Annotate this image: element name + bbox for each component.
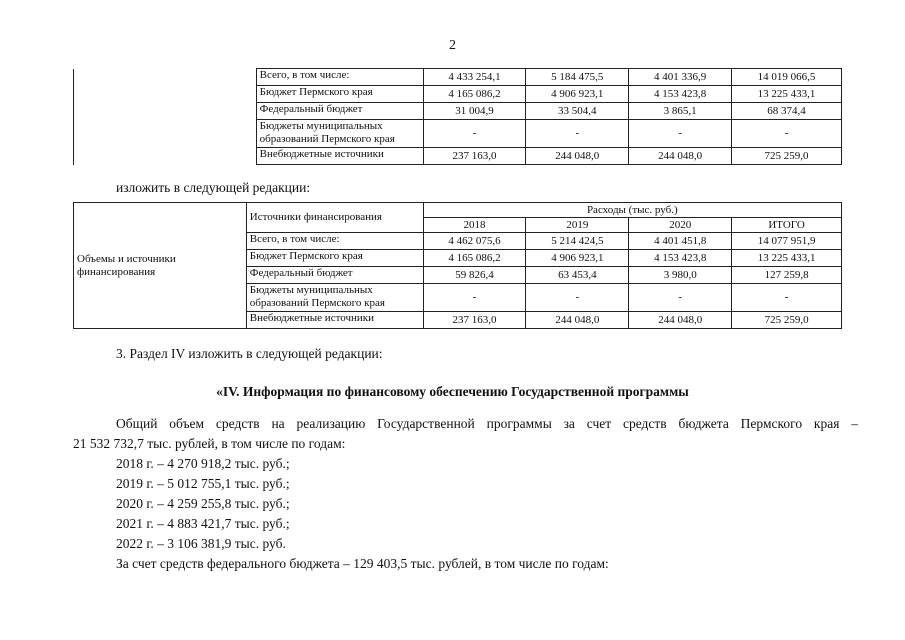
paragraph-line-2: 21 532 732,7 тыс. рублей, в том числе по годам: — [73, 436, 346, 451]
new-funding-table — [73, 202, 842, 329]
value-2018: 4 433 254,1 — [423, 69, 526, 86]
row-label: Всего, в том числе: — [256, 69, 423, 86]
value-2019: - — [526, 284, 629, 312]
value-2020: 4 401 336,9 — [629, 69, 732, 86]
row-label: Федеральный бюджет — [246, 267, 423, 284]
row-label: Бюджет Пермского края — [246, 250, 423, 267]
value-2019: 33 504,4 — [526, 103, 629, 120]
paragraph-line-1: Общий объем средств на реализацию Государственной программы за счет средств бюджета Пермского края – — [116, 416, 858, 431]
value-total: 14 077 951,9 — [732, 233, 842, 250]
row-label: Бюджет Пермского края — [256, 86, 423, 103]
row-label: Бюджеты муниципальных образований Пермского края — [246, 284, 423, 312]
value-2018: 31 004,9 — [423, 103, 526, 120]
value-2018: 4 165 086,2 — [423, 86, 526, 103]
row-label: Бюджеты муниципальных образований Пермского края — [256, 120, 423, 148]
year-line: 2020 г. – 4 259 255,8 тыс. руб.; — [116, 496, 290, 511]
row-label: Внебюджетные источники — [256, 148, 423, 165]
value-2020: 244 048,0 — [629, 148, 732, 165]
federal-line: За счет средств федерального бюджета – 129 403,5 тыс. рублей, в том числе по годам: — [116, 556, 609, 571]
value-2019: 4 906 923,1 — [526, 250, 629, 267]
previous-funding-table — [73, 68, 842, 165]
value-2020: 244 048,0 — [629, 312, 732, 329]
value-2019: 244 048,0 — [526, 312, 629, 329]
value-2019: - — [526, 120, 629, 148]
year-header: 2019 — [526, 218, 629, 233]
value-2020: - — [629, 120, 732, 148]
value-2020: 4 153 423,8 — [629, 250, 732, 267]
value-2018: 237 163,0 — [423, 148, 526, 165]
sources-header: Источники финансирования — [246, 203, 423, 233]
value-2018: - — [423, 120, 526, 148]
value-2019: 244 048,0 — [526, 148, 629, 165]
value-2020: - — [629, 284, 732, 312]
row-label: Внебюджетные источники — [246, 312, 423, 329]
value-2020: 4 401 451,8 — [629, 233, 732, 250]
year-line: 2019 г. – 5 012 755,1 тыс. руб.; — [116, 476, 290, 491]
value-2018: 237 163,0 — [423, 312, 526, 329]
value-total: 725 259,0 — [732, 148, 842, 165]
empty-cell — [74, 69, 257, 165]
value-2020: 3 980,0 — [629, 267, 732, 284]
value-2020: 3 865,1 — [629, 103, 732, 120]
year-header: 2018 — [423, 218, 526, 233]
value-total: - — [732, 284, 842, 312]
intro-text: изложить в следующей редакции: — [116, 180, 311, 195]
value-total: 13 225 433,1 — [732, 86, 842, 103]
value-total: 127 259,8 — [732, 267, 842, 284]
value-2019: 5 184 475,5 — [526, 69, 629, 86]
section-heading: «IV. Информация по финансовому обеспечению Государственной программы — [216, 384, 689, 399]
expenses-header: Расходы (тыс. руб.) — [423, 203, 841, 218]
value-2018: 59 826,4 — [423, 267, 526, 284]
year-line: 2022 г. – 3 106 381,9 тыс. руб. — [116, 536, 286, 551]
table-header-row — [74, 203, 842, 218]
total-header: ИТОГО — [732, 218, 842, 233]
row-title: Объемы и источники финансирования — [74, 203, 247, 329]
table-row — [74, 69, 842, 86]
row-label: Федеральный бюджет — [256, 103, 423, 120]
value-total: 725 259,0 — [732, 312, 842, 329]
section-instruction: 3. Раздел IV изложить в следующей редакции: — [116, 346, 383, 361]
year-line: 2021 г. – 4 883 421,7 тыс. руб.; — [116, 516, 290, 531]
value-2018: 4 462 075,6 — [423, 233, 526, 250]
value-2020: 4 153 423,8 — [629, 86, 732, 103]
year-header: 2020 — [629, 218, 732, 233]
value-total: - — [732, 120, 842, 148]
page-number: 2 — [449, 38, 456, 53]
value-total: 13 225 433,1 — [732, 250, 842, 267]
value-2019: 4 906 923,1 — [526, 86, 629, 103]
value-2019: 5 214 424,5 — [526, 233, 629, 250]
value-2018: - — [423, 284, 526, 312]
value-2018: 4 165 086,2 — [423, 250, 526, 267]
row-label: Всего, в том числе: — [246, 233, 423, 250]
year-line: 2018 г. – 4 270 918,2 тыс. руб.; — [116, 456, 290, 471]
value-total: 68 374,4 — [732, 103, 842, 120]
value-2019: 63 453,4 — [526, 267, 629, 284]
value-total: 14 019 066,5 — [732, 69, 842, 86]
